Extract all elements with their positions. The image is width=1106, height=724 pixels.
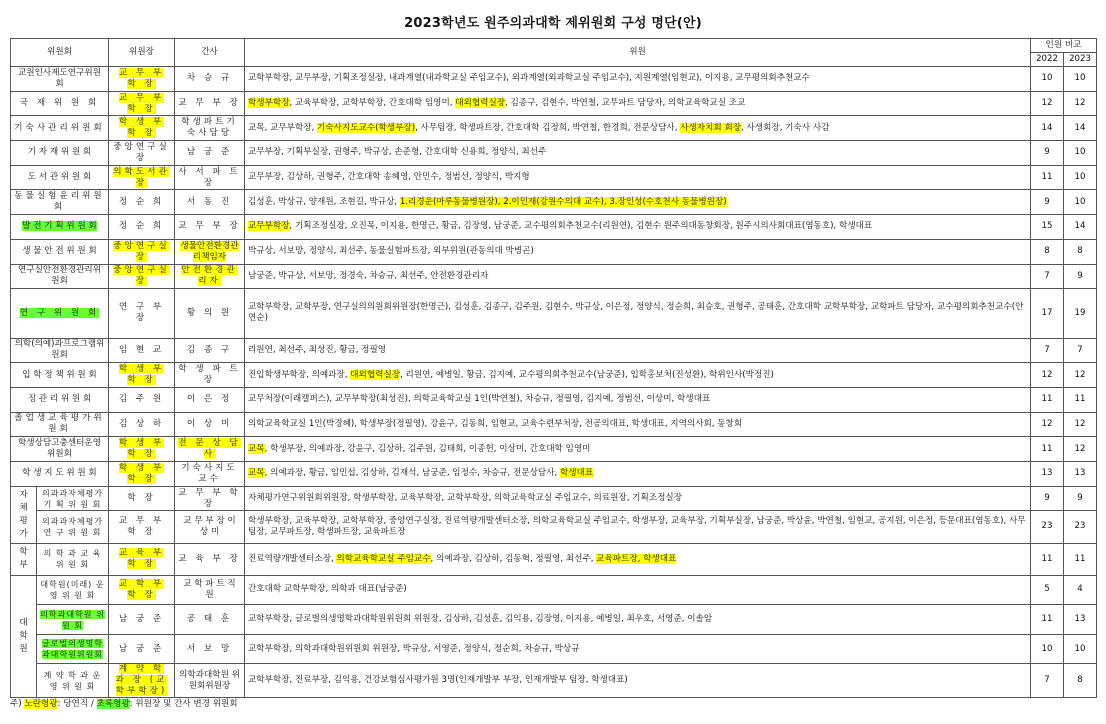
- chair-cell: [109, 338, 175, 363]
- committee-name-text: 도 서 관 위 원 회: [27, 172, 92, 183]
- table-row: [11, 289, 1097, 338]
- committee-name-text: 학 생 지 도 위 원 회: [22, 468, 97, 479]
- member-text: , 사생회장, 기숙사 사감: [741, 122, 830, 133]
- chair-text: 교 무 부 학 장: [118, 67, 165, 89]
- secretary-text: 차 승 규: [186, 73, 233, 84]
- chair-text: 정 순 희: [118, 221, 165, 232]
- secretary-text: 교 무 부 장 이 상 미: [183, 515, 236, 537]
- committee-name-text: 발 전 기 획 위 원 회: [22, 221, 97, 232]
- member-text: 교학부학장, 교학부장, 연구실의의원회위원장(한명근), 김성훈, 김종구, 김주원, 김현수, 박규상, 이은정, 정양식, 정순희, 최승호, 권형주, 공태훈, 간호대학 교학부학장, 교학파트 담당자, 교수평의회추천교수(안연순): [248, 302, 1024, 324]
- chair-text: 학 생 부 학 장: [118, 462, 165, 484]
- committee-name: [11, 190, 109, 215]
- chair-text: 중앙연구실장: [113, 240, 170, 262]
- member-text: , 학생부장, 의예과장, 강윤구, 김상하, 김주원, 김태희, 이종헌, 이상미, 간호대학 임영미: [264, 443, 591, 454]
- table-row: [11, 165, 1097, 190]
- secretary-cell: [175, 575, 245, 605]
- committee-name: [11, 67, 109, 92]
- count-2022: 17: [1031, 289, 1064, 338]
- committee-name: [11, 462, 109, 487]
- secretary-text: 학 생 파 트 장: [178, 364, 241, 386]
- count-2023: 23: [1064, 511, 1097, 543]
- member-text: 교무처장(이래캘퍼스), 교무부학장(최성진), 의학교육학교실 1인(박연철), 차승규, 정필영, 김지예, 정범선, 이상미, 학생대표: [248, 394, 711, 405]
- committee-name-text: 의학(의예)과프로그램위원회: [14, 339, 105, 361]
- committee-name-text: 대학원(미래) 운 영 위 원 회: [40, 579, 105, 600]
- chair-cell: [109, 190, 175, 215]
- chair-cell: [109, 412, 175, 437]
- secretary-cell: [175, 116, 245, 141]
- secretary-cell: [175, 215, 245, 240]
- secretary-text: 교 육 부 장: [178, 553, 241, 564]
- members-cell: [245, 67, 1031, 92]
- member-text: 교무부장, 기획부실장, 권형주, 박규상, 손준형, 간호대학 신용희, 정양식, 최선주: [248, 147, 547, 158]
- member-text: , 의예과장, 황금, 임민섭, 김상하, 김재석, 남궁준, 임정수, 차승규, 전문상담사,: [264, 468, 560, 479]
- members-cell: [245, 264, 1031, 289]
- table-row: [11, 363, 1097, 388]
- secretary-cell: [175, 437, 245, 462]
- member-text: , 리원연, 예병일, 황금, 김지예, 교수평의회추천교수(남궁준), 입학홍보처(진성환), 학위인사(박정진): [400, 369, 774, 380]
- table-row: [11, 190, 1097, 215]
- member-text: 교학부학장, 교무부장, 기획조정실장, 내과계열(내과학교실 주임교수), 외과계열(외과학교실 주임교수), 지원계열(임현교), 이지용, 교무평의회추천교수: [248, 73, 810, 84]
- chair-cell: [109, 289, 175, 338]
- committee-name: [11, 412, 109, 437]
- chair-cell: [109, 165, 175, 190]
- count-2023: 4: [1064, 575, 1097, 605]
- committee-name-text: 동물실험윤리위원회: [14, 191, 105, 213]
- committee-name-text: 계 약 학 과 운 영 위 원 회: [43, 670, 102, 691]
- count-2023: 8: [1064, 239, 1097, 264]
- member-text: 김성훈, 박상규, 양재원, 조현길, 박규상,: [248, 196, 400, 207]
- count-2022: 11: [1031, 605, 1064, 635]
- chair-text: 정 순 희: [118, 196, 165, 207]
- chair-cell: [109, 634, 175, 664]
- member-text: 교목, 교무부학장,: [248, 122, 318, 133]
- member-text: 간호대학 교학부학장, 의학과 대표(남궁준): [248, 584, 407, 595]
- committee-name: [37, 511, 109, 543]
- secretary-text: 황 의 원: [186, 307, 233, 318]
- secretary-text: 의학과대학원 위원회위원장: [179, 669, 240, 691]
- table-row: [11, 264, 1097, 289]
- chair-text: 연 구 부 장: [118, 302, 165, 324]
- count-2023: 11: [1064, 387, 1097, 412]
- secretary-text: 이 상 미: [186, 418, 233, 429]
- committee-name: [37, 664, 109, 698]
- secretary-cell: [175, 264, 245, 289]
- count-2022: 10: [1031, 634, 1064, 664]
- footnote-prefix: 주): [10, 699, 25, 709]
- chair-text: 교 무 부 학 장: [118, 92, 165, 114]
- committee-name-text: 입 학 정 책 위 원 회: [22, 369, 97, 380]
- table-row: [11, 338, 1097, 363]
- committee-name: [11, 437, 109, 462]
- committee-name: [11, 91, 109, 116]
- table-row: [11, 605, 1097, 635]
- table-row: [11, 437, 1097, 462]
- count-2023: 10: [1064, 141, 1097, 166]
- chair-text: 학 생 부 학 장: [118, 117, 165, 139]
- committee-name-text: 의학과대학원 위 원 회: [40, 609, 105, 630]
- committee-name-text: 생 물 안 전 위 원 회: [22, 246, 97, 257]
- count-2023: 14: [1064, 215, 1097, 240]
- member-text: 박규상, 서보망, 정양식, 최선주, 동물실험파트장, 외부위원(관동의대 박병곤): [248, 246, 534, 257]
- count-2022: 13: [1031, 462, 1064, 487]
- count-2023: 9: [1064, 264, 1097, 289]
- group-label: 학 부: [11, 543, 37, 575]
- member-text: 교무부장, 김상하, 권형주, 간호대학 송혜영, 안민수, 정범선, 정양식, 박지형: [248, 172, 530, 183]
- member-text: 자체평가연구위원회위원장, 학생부학장, 교육부학장, 교학부학장, 의학교육학교실 주임교수, 의료원장, 기획조정실장: [248, 493, 682, 504]
- group-label: 자 체 평 가: [11, 486, 37, 543]
- table-row: [11, 575, 1097, 605]
- member-text: , 사무팀장, 학생파트장, 간호대학 김정희, 박연철, 한경희, 전문상담사,: [415, 122, 681, 133]
- secretary-text: 서 동 진: [186, 196, 233, 207]
- secretary-text: 기숙사지도교수: [181, 462, 238, 484]
- members-cell: [245, 605, 1031, 635]
- members-cell: [245, 165, 1031, 190]
- chair-cell: [109, 511, 175, 543]
- chair-cell: [109, 141, 175, 166]
- count-2023: 12: [1064, 412, 1097, 437]
- count-2022: 12: [1031, 91, 1064, 116]
- chair-text: 교 무 부 학 장: [118, 515, 165, 537]
- secretary-cell: [175, 605, 245, 635]
- member-text: , 기획조정실장, 오진목, 이지용, 한명근, 황금, 김장영, 남궁준, 교수평의회추천교수(리원연), 김현수 원주의대동창회장, 원주시의사회대표(염동호), 학생대표: [289, 221, 873, 232]
- count-2023: 7: [1064, 338, 1097, 363]
- members-cell: [245, 289, 1031, 338]
- chair-text: 계 약 학 과 장 (교학부학장): [115, 664, 168, 697]
- members-cell: [245, 141, 1031, 166]
- count-2023: 9: [1064, 486, 1097, 511]
- header-count: 인원 비교: [1031, 39, 1097, 53]
- chair-cell: [109, 116, 175, 141]
- chair-cell: [109, 264, 175, 289]
- count-2023: 8: [1064, 664, 1097, 698]
- table-row: [11, 486, 1097, 511]
- members-cell: [245, 543, 1031, 575]
- count-2023: 12: [1064, 91, 1097, 116]
- committee-name-text: 연 구 위 원 회: [19, 307, 100, 318]
- table-row: [11, 91, 1097, 116]
- secretary-cell: [175, 462, 245, 487]
- committee-name-text: 의 학 과 교 육 위 원 회: [43, 549, 102, 570]
- member-text: 교육파트장, 학생대표: [596, 553, 677, 564]
- chair-cell: [109, 67, 175, 92]
- table-row: [11, 462, 1097, 487]
- chair-cell: [109, 462, 175, 487]
- table-row: [11, 116, 1097, 141]
- members-cell: [245, 363, 1031, 388]
- count-2023: 19: [1064, 289, 1097, 338]
- committee-name-text: 징 관 리 위 원 회: [27, 394, 92, 405]
- committee-name: [37, 605, 109, 635]
- secretary-cell: [175, 543, 245, 575]
- secretary-text: 생물안전환경관리책임자: [180, 240, 239, 262]
- secretary-cell: [175, 190, 245, 215]
- chair-cell: [109, 575, 175, 605]
- table-row: [11, 67, 1097, 92]
- members-cell: [245, 575, 1031, 605]
- secretary-text: 안전환경관리자: [181, 265, 238, 287]
- count-2022: 7: [1031, 338, 1064, 363]
- committee-name-text: 기숙사관리위원회: [14, 122, 105, 133]
- table-row: [11, 239, 1097, 264]
- committee-name-text: 교원인사제도연구위원회: [17, 67, 102, 89]
- committee-name: [11, 338, 109, 363]
- table-row: [11, 664, 1097, 698]
- members-cell: [245, 634, 1031, 664]
- header-committee: 위원회: [11, 39, 109, 67]
- count-2023: 10: [1064, 67, 1097, 92]
- committee-name-text: 글로벌의생명학과대학원위원회: [41, 639, 104, 660]
- member-text: 교목: [248, 468, 265, 479]
- members-cell: [245, 664, 1031, 698]
- count-2022: 5: [1031, 575, 1064, 605]
- members-cell: [245, 190, 1031, 215]
- secretary-cell: [175, 511, 245, 543]
- members-cell: [245, 387, 1031, 412]
- committee-name: [37, 634, 109, 664]
- secretary-cell: [175, 289, 245, 338]
- count-2022: 12: [1031, 363, 1064, 388]
- chair-text: 남 궁 준: [118, 614, 165, 625]
- committee-table: [10, 38, 1097, 698]
- member-text: 사생자치회 회장: [680, 122, 742, 133]
- committee-name-text: 국 제 위 원 회: [19, 98, 100, 109]
- count-2022: 10: [1031, 67, 1064, 92]
- footnote-yellow-desc: : 당연직 /: [57, 699, 97, 709]
- header-chair: 위원장: [109, 39, 175, 67]
- members-cell: [245, 486, 1031, 511]
- footnote-yellow-label: 노란형광: [24, 699, 58, 709]
- header-2023: 2023: [1064, 53, 1097, 67]
- count-2022: 11: [1031, 387, 1064, 412]
- secretary-text: 교 무 부 장: [178, 98, 241, 109]
- count-2022: 9: [1031, 190, 1064, 215]
- header-2022: 2022: [1031, 53, 1064, 67]
- secretary-cell: [175, 338, 245, 363]
- table-row: [11, 412, 1097, 437]
- committee-name: [37, 575, 109, 605]
- committee-name-text: 졸업생교육평가위원회: [14, 413, 105, 435]
- member-text: 교목: [248, 443, 265, 454]
- chair-text: 김 주 원: [118, 394, 165, 405]
- secretary-text: 이 은 정: [186, 394, 233, 405]
- members-cell: [245, 239, 1031, 264]
- secretary-text: 전 문 상 담 사: [178, 438, 241, 460]
- secretary-text: 교 무 부 학 장: [178, 487, 241, 509]
- member-text: 학생부학장, 교육부학장, 교학부학장, 중앙연구실장, 진료역량개발센터소장, 의학교육학교실 주임교수, 학생부장, 교육부장, 기획부실장, 남궁준, 박상윤, 박연철, 임현교, 공지원, 이은정, 등문대표(염동호), 사무팀장, 교무파트장, 학생파트장, 교육파트장: [248, 515, 1026, 537]
- chair-cell: [109, 486, 175, 511]
- chair-cell: [109, 437, 175, 462]
- chair-text: 학 생 부 학 장: [118, 438, 165, 460]
- member-text: 기숙사지도교수(학생부장): [317, 122, 416, 133]
- member-text: 진입학생부학장, 의예과장,: [248, 369, 351, 380]
- member-text: 남궁준, 박규상, 서보망, 정경숙, 차승규, 최선주, 안전환경관리자: [248, 270, 489, 281]
- count-2022: 12: [1031, 412, 1064, 437]
- count-2023: 14: [1064, 116, 1097, 141]
- committee-name-text: 학생상담고충센터운영위원회: [17, 438, 102, 460]
- committee-name: [11, 116, 109, 141]
- committee-name: [11, 264, 109, 289]
- members-cell: [245, 215, 1031, 240]
- members-cell: [245, 462, 1031, 487]
- table-row: [11, 141, 1097, 166]
- members-cell: [245, 338, 1031, 363]
- chair-cell: [109, 91, 175, 116]
- footnote-green-label: 초록형광: [96, 699, 130, 709]
- table-row: [11, 511, 1097, 543]
- table-row: [11, 215, 1097, 240]
- secretary-cell: [175, 91, 245, 116]
- member-text: 1.리경운(마루동물병원장), 2.이민재(강원수의대 교수), 3.장인성(수호천사 동물병원장): [399, 196, 727, 207]
- chair-text: 학 생 부 학 장: [118, 364, 165, 386]
- footnote-green-desc: : 위원장 및 간사 변경 위원회: [129, 699, 238, 709]
- committee-name: [11, 363, 109, 388]
- secretary-cell: [175, 486, 245, 511]
- document-title: 2023학년도 원주의과대학 제위원회 구성 명단(안): [404, 16, 702, 31]
- chair-cell: [109, 215, 175, 240]
- count-2023: 12: [1064, 363, 1097, 388]
- count-2023: 13: [1064, 462, 1097, 487]
- member-text: , 의예과장, 김상하, 김동혁, 정필영, 최선주,: [430, 553, 597, 564]
- member-text: 교무부학장: [248, 221, 290, 232]
- secretary-cell: [175, 141, 245, 166]
- member-text: 교학부학장, 글로벌의생명학과대학원위원회 위원장, 김상하, 김성훈, 김익용, 김장영, 이지용, 예병일, 최우호, 서영준, 이솔암: [248, 614, 713, 625]
- committee-name: [11, 215, 109, 240]
- chair-text: 김 상 하: [118, 418, 165, 429]
- member-text: 리원연, 최선주, 최성진, 황금, 정필영: [248, 344, 387, 355]
- secretary-text: 교 무 부 장: [178, 221, 241, 232]
- secretary-cell: [175, 412, 245, 437]
- count-2023: 12: [1064, 437, 1097, 462]
- members-cell: [245, 437, 1031, 462]
- count-2022: 15: [1031, 215, 1064, 240]
- table-row: [11, 543, 1097, 575]
- count-2022: 8: [1031, 239, 1064, 264]
- secretary-cell: [175, 67, 245, 92]
- table-row: [11, 634, 1097, 664]
- secretary-text: 학생파트기숙사담당: [181, 117, 238, 139]
- chair-text: 학 장: [127, 493, 156, 504]
- count-2022: 14: [1031, 116, 1064, 141]
- members-cell: [245, 116, 1031, 141]
- committee-name: [37, 543, 109, 575]
- secretary-text: 사 서 파 트 장: [178, 166, 241, 188]
- members-cell: [245, 412, 1031, 437]
- members-cell: [245, 91, 1031, 116]
- header-members: 위원: [245, 39, 1031, 67]
- committee-name-text: 의과과자체평가 연 구 위 원 회: [41, 516, 104, 537]
- chair-text: 의학도서관장: [113, 166, 170, 188]
- count-2023: 10: [1064, 634, 1097, 664]
- committee-name: [11, 165, 109, 190]
- member-text: 진료역량개발센터소장,: [248, 553, 337, 564]
- committee-name: [37, 486, 109, 511]
- members-cell: [245, 511, 1031, 543]
- member-text: 학생대표: [560, 468, 594, 479]
- secretary-text: 서 보 망: [186, 643, 233, 654]
- secretary-cell: [175, 239, 245, 264]
- count-2022: 23: [1031, 511, 1064, 543]
- chair-cell: [109, 664, 175, 698]
- group-label: 대 학 원: [11, 575, 37, 698]
- chair-cell: [109, 387, 175, 412]
- count-2023: 13: [1064, 605, 1097, 635]
- chair-text: 교 학 부 학 장: [118, 578, 165, 600]
- secretary-cell: [175, 363, 245, 388]
- secretary-cell: [175, 664, 245, 698]
- count-2022: 11: [1031, 437, 1064, 462]
- member-text: , 김종구, 김현수, 박연철, 교무파트 담당자, 의학교육학교실 조교: [505, 98, 746, 109]
- secretary-text: 교 학 파 트 직 원: [183, 578, 236, 600]
- member-text: 대외협력실장: [350, 369, 401, 380]
- secretary-text: 공 태 훈: [186, 614, 233, 625]
- chair-cell: [109, 605, 175, 635]
- chair-text: 중앙연구실장: [113, 141, 170, 163]
- committee-name: [11, 289, 109, 338]
- member-text: 교학부학장, 의학과대학원위원회 위원장, 박규상, 서영준, 정양식, 정순희, 차승규, 박상규: [248, 643, 580, 654]
- committee-name: [11, 141, 109, 166]
- count-2023: 10: [1064, 190, 1097, 215]
- secretary-cell: [175, 165, 245, 190]
- count-2022: 11: [1031, 165, 1064, 190]
- committee-name-text: 기 자 재 위 원 회: [27, 147, 92, 158]
- header-secretary: 간사: [175, 39, 245, 67]
- secretary-text: 남 궁 준: [186, 147, 233, 158]
- chair-text: 교 육 부 학 장: [118, 548, 165, 570]
- chair-cell: [109, 543, 175, 575]
- secretary-cell: [175, 387, 245, 412]
- secretary-text: 김 종 구: [186, 344, 233, 355]
- chair-cell: [109, 239, 175, 264]
- secretary-cell: [175, 634, 245, 664]
- chair-text: 임 현 교: [118, 344, 165, 355]
- footnote: [10, 697, 238, 709]
- table-row: [11, 387, 1097, 412]
- count-2022: 9: [1031, 486, 1064, 511]
- table-body: [11, 67, 1097, 698]
- member-text: , 교육부학장, 교학부학장, 간호대학 임영미,: [289, 98, 456, 109]
- count-2022: 7: [1031, 664, 1064, 698]
- member-text: 교학부학장, 진료부장, 김익용, 건강보험심사평가원 3명(인재개발부 부장, 인재개발부 팀장, 학생대표): [248, 675, 628, 686]
- member-text: 의학교육학교실 주임교수: [336, 553, 431, 564]
- chair-cell: [109, 363, 175, 388]
- committee-name-text: 연구실안전환경관리위원회: [17, 265, 102, 287]
- committee-name: [11, 239, 109, 264]
- committee-name: [11, 387, 109, 412]
- member-text: 대외협력실장: [455, 98, 506, 109]
- count-2022: 9: [1031, 141, 1064, 166]
- member-text: 학생부학장: [248, 98, 290, 109]
- count-2023: 11: [1064, 543, 1097, 575]
- count-2022: 11: [1031, 543, 1064, 575]
- count-2022: 7: [1031, 264, 1064, 289]
- committee-name-text: 의과과자체평가 기 획 위 원 회: [41, 488, 104, 509]
- count-2023: 10: [1064, 165, 1097, 190]
- chair-text: 중앙연구실장: [113, 265, 170, 287]
- chair-text: 남 궁 준: [118, 643, 165, 654]
- member-text: 의학교육학교실 1인(박경혜), 학생부장(정필영), 강윤구, 김동희, 임현교, 교육수련부처장, 전공의대표, 학생대표, 지역의사회, 동창회: [248, 418, 743, 429]
